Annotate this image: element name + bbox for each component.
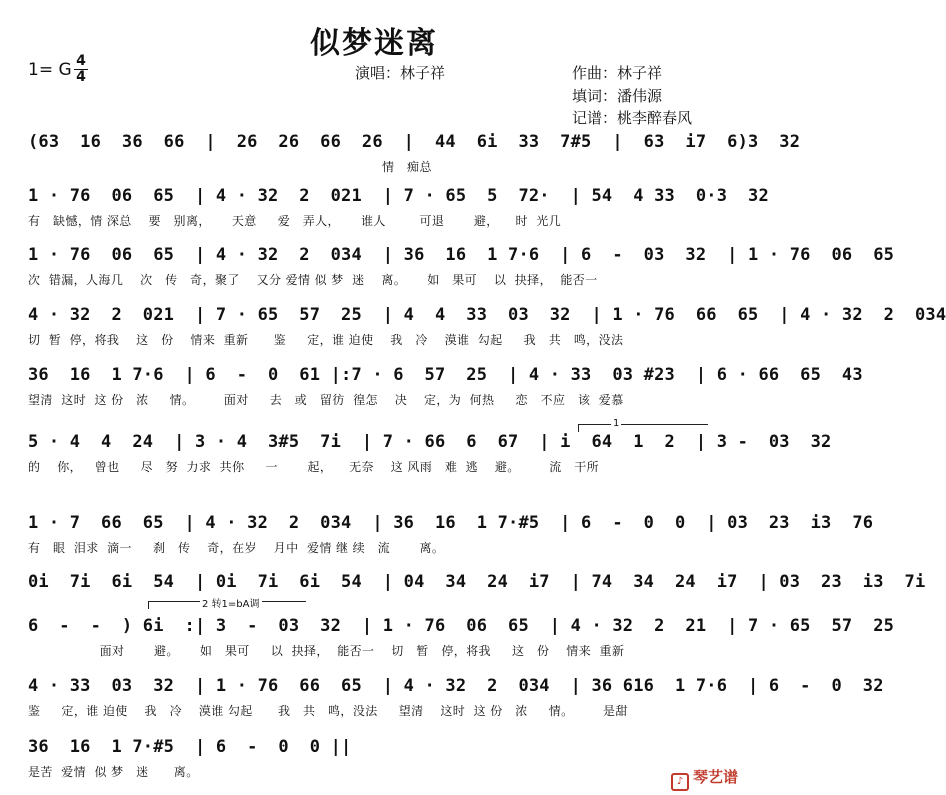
ending-2-number: 2 <box>202 599 209 610</box>
song-title: 似梦迷离 <box>310 26 438 61</box>
lyrics-line: 是苦 爱情 似 梦 迷 离。 <box>28 765 199 779</box>
notation-line: 1 · 76 06 65 | 4 · 32 2 021 | 7 · 65 5 72· | 54 4 33 0·3 32 <box>28 186 769 206</box>
lyrics-line: 望清 这时 这 份 浓 情。 面对 去 或 留彷 徨怎 决 定，为 何热 恋 不应 该 爱慕 <box>28 393 624 407</box>
lyrics-line: 面对 避。 如 果可 以 抉择， 能否一 切 暂 停，将我 这 份 情来 重新 <box>28 644 625 658</box>
time-signature-top: 4 <box>76 53 86 69</box>
lyricist-credit: 填词：潘伟源 <box>572 87 663 105</box>
notation-line: 0i 7i 6i 54 | 0i 7i 6i 54 | 04 34 24 i7 | 74 34 24 i7 | 03 23 i3 7i <box>28 572 926 592</box>
ending-bracket-1-tick <box>578 424 579 432</box>
singer-credit: 演唱：林子祥 <box>355 64 446 82</box>
time-signature-bottom: 4 <box>76 69 86 85</box>
ending-bracket-1 <box>578 424 708 425</box>
ending-2-label <box>200 595 262 610</box>
key-signature: 1= G <box>28 60 72 80</box>
time-signature <box>74 55 88 84</box>
modulation-note: 转1=bA调 <box>211 599 260 610</box>
lyrics-line: 有 缺憾，情 深总 要 别离， 天意 爱 弄人， 谁人 可退 避， 时 光几 <box>28 214 562 228</box>
notation-line: 36 16 1 7·#5 | 6 - 0 0 || <box>28 737 352 757</box>
watermark-text: 琴艺谱 <box>692 768 738 786</box>
notation-line: 1 · 7 66 65 | 4 · 32 2 034 | 36 16 1 7·#5 | 6 - 0 0 | 03 23 i3 76 <box>28 513 874 533</box>
lyrics-line: 鉴 定，谁 迫使 我 冷 漠谁 勾起 我 共 鸣，没法 望清 这时 这 份 浓 情。 是甜 <box>28 704 628 718</box>
notation-line: 4 · 32 2 021 | 7 · 65 57 25 | 4 4 33 03 32 | 1 · 76 66 65 | 4 · 32 2 034 <box>28 305 946 325</box>
notation-line: 1 · 76 06 65 | 4 · 32 2 034 | 36 16 1 7·6 | 6 - 03 32 | 1 · 76 06 65 <box>28 245 895 265</box>
lyrics-line: 有 眼 泪求 滴一 刹 传 奇，在岁 月中 爱情 继 续 流 离。 <box>28 541 445 555</box>
ending-bracket-2-tick <box>148 601 149 609</box>
lyrics-line: 的 你， 曾也 尽 努 力求 共你 一 起， 无奈 这 风雨 难 逃 避。 流 干所 <box>28 460 600 474</box>
notation-line: 4 · 33 03 32 | 1 · 76 66 65 | 4 · 32 2 034 | 36 616 1 7·6 | 6 - 0 32 <box>28 676 884 696</box>
lyrics-line: 情 痴总 <box>28 160 432 174</box>
ending-1-label: 1 <box>613 418 620 429</box>
site-watermark <box>671 766 738 791</box>
lyrics-line: 切 暂 停，将我 这 份 情来 重新 鉴 定，谁 迫使 我 冷 漠谁 勾起 我 共 鸣，没法 <box>28 333 624 347</box>
composer-credit: 作曲：林子祥 <box>572 64 663 82</box>
lyrics-line: 次 错漏，人海几 次 传 奇，聚了 又分 爱情 似 梦 迷 离。 如 果可 以 抉择， 能否一 <box>28 273 598 287</box>
notation-line: (63 16 36 66 | 26 26 66 26 | 44 6i 33 7#5 | 63 i7 6)3 32 <box>28 132 801 152</box>
music-icon: ♪ <box>671 773 689 791</box>
notation-line: 5 · 4 4 24 | 3 · 4 3#5 7i | 7 · 66 6 67 | i 64 1 2 | 3 - 03 32 <box>28 432 832 452</box>
transcriber-credit: 记谱：桃李醉春风 <box>572 109 693 127</box>
notation-line: 6 - - ) 6i :| 3 - 03 32 | 1 · 76 06 65 | 4 · 32 2 21 | 7 · 65 57 25 <box>28 616 895 636</box>
notation-line: 36 16 1 7·6 | 6 - 0 61 |:7 · 6 57 25 | 4 · 33 03 #23 | 6 · 66 65 43 <box>28 365 863 385</box>
